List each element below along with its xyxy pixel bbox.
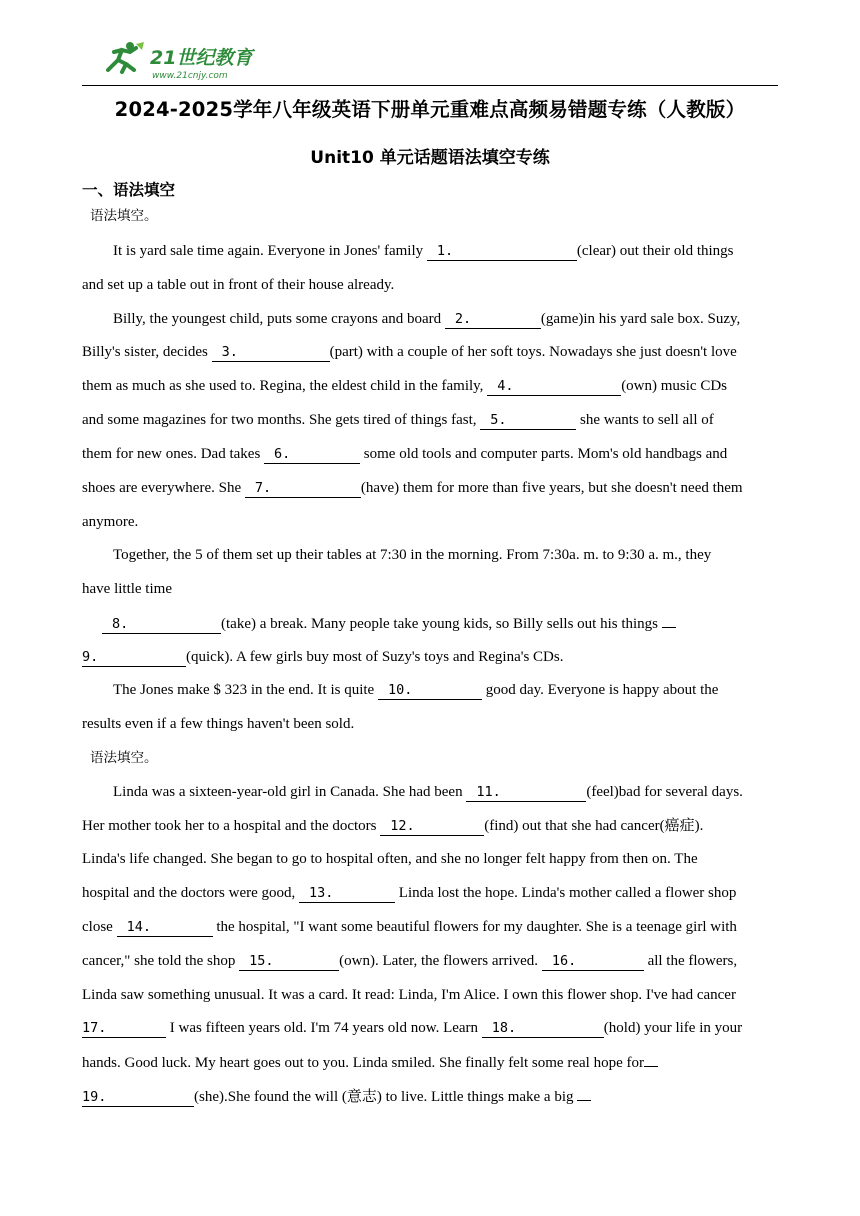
blank-8[interactable]: 8. [102,616,221,634]
blank-19-start[interactable] [644,1052,658,1067]
section-heading: 一、语法填空 [82,181,176,199]
p1-line-6: and some magazines for two months. She gets tired of things fast, 5. she wants to sell all of [82,412,714,428]
p1-line-9: anymore. [82,514,139,530]
p2-line-2: Her mother took her to a hospital and the doctors 12. (find) out that she had cancer(癌症). [82,818,704,834]
blank-13[interactable]: 13. [299,885,395,903]
header-divider [82,85,778,86]
blank-15[interactable]: 15. [239,953,339,971]
blank-9[interactable]: 9. [82,649,186,667]
passage2-instruction: 语法填空。 [90,750,158,766]
p1-line-10: Together, the 5 of them set up their tables at 7:30 in the morning. From 7:30a. m. to 9:30 a. m., they [113,547,712,563]
p1-line-7: them for new ones. Dad takes 6. some old tools and computer parts. Mom's old handbags and [82,446,728,462]
logo-text: 21世纪教育 [150,47,253,69]
blank-12[interactable]: 12. [380,818,484,836]
p1-line-15: results even if a few things haven't been sold. [82,716,355,732]
page-subtitle: Unit10 单元话题语法填空专练 [310,148,550,168]
blank-20-start[interactable] [577,1086,591,1101]
p2-line-5: close 14. the hospital, "I want some beautiful flowers for my daughter. She is a teenage girl with [82,919,737,935]
blank-14[interactable]: 14. [117,919,213,937]
p1-line-12: 8. (take) a break. Many people take young kids, so Billy sells out his things [102,613,802,634]
p2-line-10: 19. (she).She found the will (意志) to live. Little things make a big [82,1086,782,1107]
p2-line-9: hands. Good luck. My heart goes out to you. Linda smiled. She finally felt some real hope for [82,1052,782,1073]
blank-2[interactable]: 2. [445,311,541,329]
blank-11[interactable]: 11. [466,784,586,802]
logo-url: www.21cnjy.com [152,71,228,81]
blank-7[interactable]: 7. [245,480,361,498]
blank-4[interactable]: 4. [487,378,621,396]
blank-1[interactable]: 1. [427,243,577,261]
p2-line-8: 17. I was fifteen years old. I'm 74 years old now. Learn 18. (hold) your life in your [82,1020,743,1036]
p1-line-14: The Jones make $ 323 in the end. It is quite 10. good day. Everyone is happy about the [113,682,719,698]
blank-6[interactable]: 6. [264,446,360,464]
p2-line-1: Linda was a sixteen-year-old girl in Canada. She had been 11. (feel)bad for several days. [113,784,743,800]
blank-18[interactable]: 18. [482,1020,604,1038]
p1-line-11: have little time [82,581,172,597]
p2-line-3: Linda's life changed. She began to go to hospital often, and she no longer felt happy from then on. The [82,851,698,867]
p2-line-4: hospital and the doctors were good, 13. Linda lost the hope. Linda's mother called a flower shop [82,885,737,901]
blank-5[interactable]: 5. [480,412,576,430]
blank-16[interactable]: 16. [542,953,644,971]
p1-line-5: them as much as she used to. Regina, the eldest child in the family, 4. (own) music CDs [82,378,728,394]
p2-line-6: cancer," she told the shop 15. (own). Later, the flowers arrived. 16. all the flowers, [82,953,738,969]
blank-10[interactable]: 10. [378,682,482,700]
blank-3[interactable]: 3. [212,344,330,362]
p1-line-4: Billy's sister, decides 3. (part) with a couple of her soft toys. Nowadays she just doesn't love [82,344,737,360]
passage1-instruction: 语法填空。 [90,208,158,224]
p1-line-8: shoes are everywhere. She 7. (have) them for more than five years, but she doesn't need them [82,480,743,496]
p1-line-1: It is yard sale time again. Everyone in Jones' family 1. (clear) out their old things [113,243,734,259]
p1-line-2: and set up a table out in front of their house already. [82,277,395,293]
blank-19[interactable]: 19. [82,1089,194,1107]
p1-line-3: Billy, the youngest child, puts some crayons and board 2. (game)in his yard sale box. Suzy, [113,311,741,327]
logo-21cnjy-icon [100,40,270,86]
p1-line-13: 9. (quick). A few girls buy most of Suzy's toys and Regina's CDs. [82,649,564,665]
blank-17[interactable]: 17. [82,1020,166,1038]
runner-figure [108,48,136,72]
blank-9-start[interactable] [662,613,676,628]
p2-line-7: Linda saw something unusual. It was a card. It read: Linda, I'm Alice. I own this flower shop. I've had cancer [82,987,736,1003]
page-title: 2024-2025学年八年级英语下册单元重难点高频易错题专练（人教版） [114,98,746,121]
